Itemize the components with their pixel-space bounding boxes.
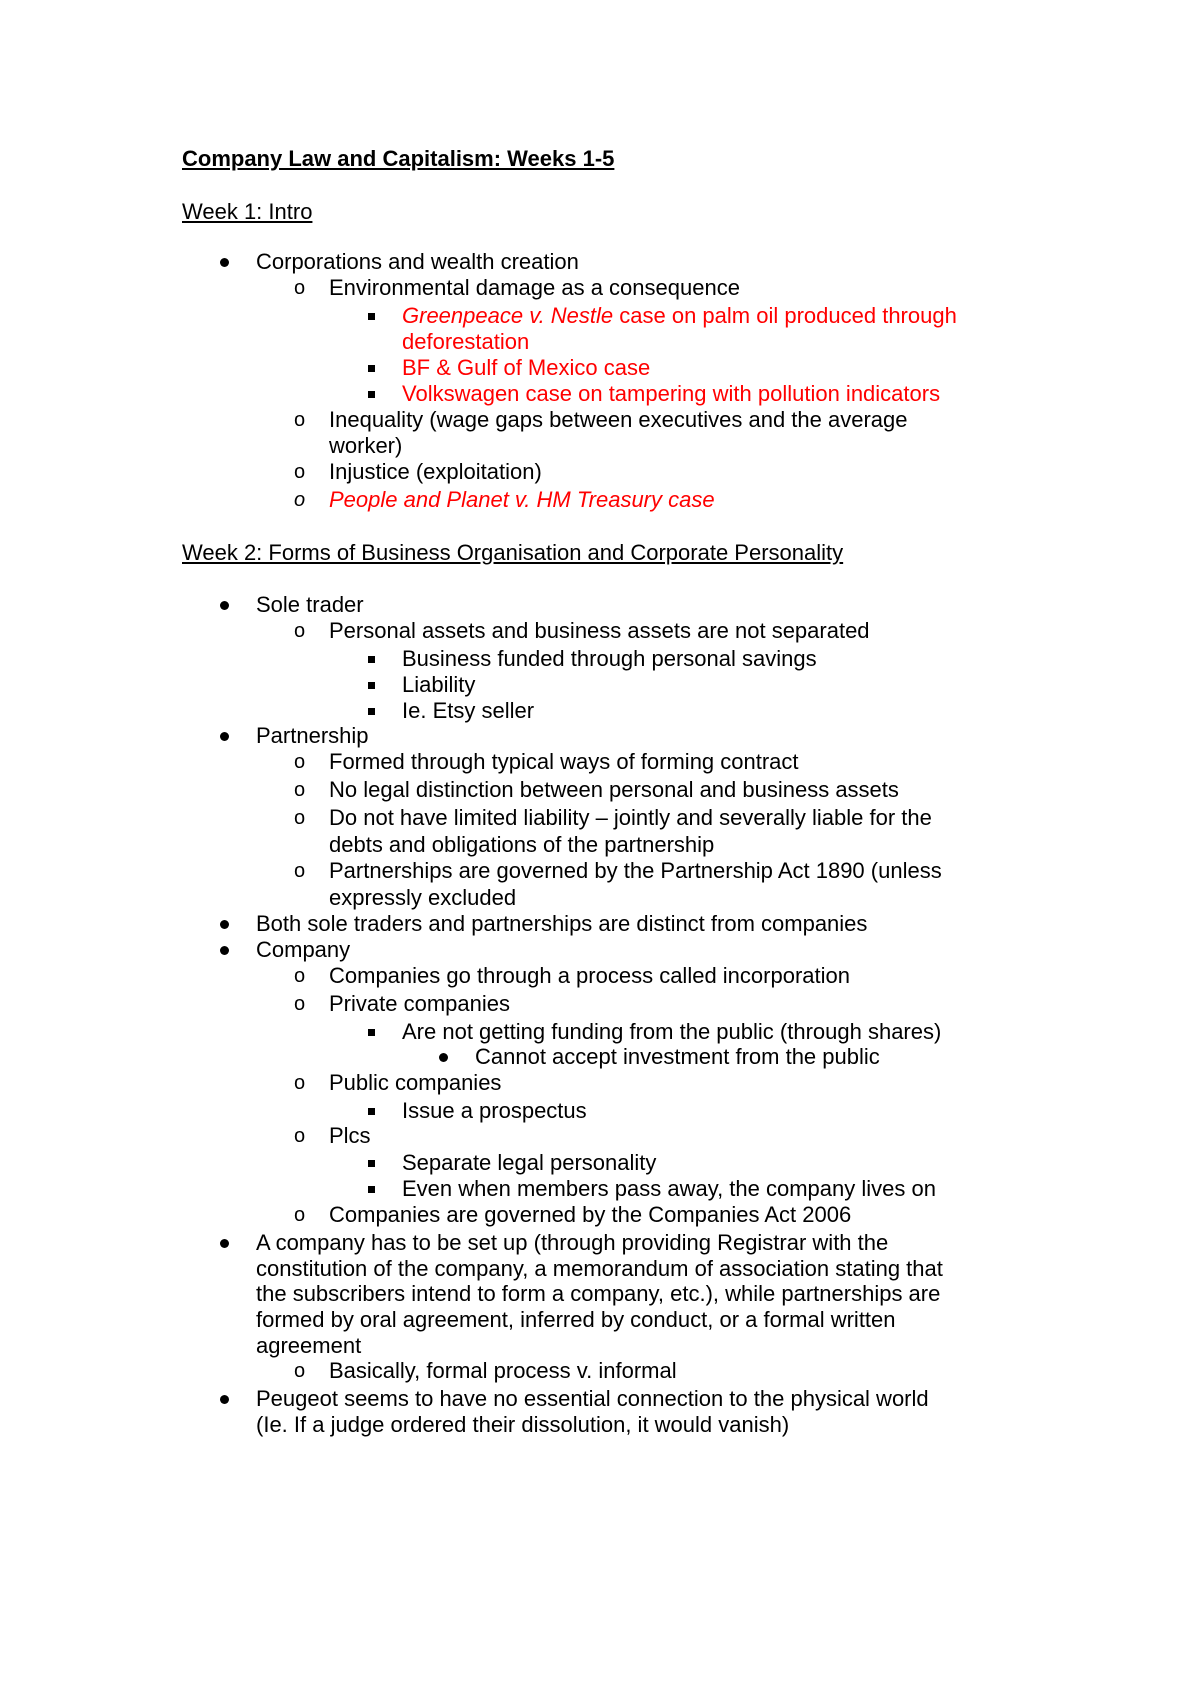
circle-bullet-icon: o <box>294 751 306 773</box>
list-item: o Formed through typical ways of forming contract <box>294 749 799 774</box>
circle-bullet-icon: o <box>294 489 306 511</box>
bullet-icon <box>439 1053 448 1062</box>
list-item: Corporations and wealth creation <box>256 248 579 276</box>
list-item: Peugeot seems to have no essential connection to the physical world <box>256 1385 929 1413</box>
list-item-continuation: debts and obligations of the partnership <box>329 832 715 857</box>
bullet-icon <box>220 732 229 741</box>
list-item: Are not getting funding from the public (through shares) <box>402 1018 941 1046</box>
list-item: o Plcs <box>294 1123 371 1148</box>
circle-bullet-icon: o <box>294 277 306 299</box>
circle-bullet-icon: o <box>294 807 306 829</box>
list-item: Volkswagen case on tampering with pollution indicators <box>402 380 940 408</box>
circle-bullet-icon: o <box>294 1360 306 1382</box>
list-item: o Basically, formal process v. informal <box>294 1358 677 1383</box>
bullet-icon <box>220 258 229 267</box>
circle-bullet-icon: o <box>294 965 306 987</box>
list-item-continuation: (Ie. If a judge ordered their dissolution, it would vanish) <box>256 1412 790 1437</box>
section-heading-week-1: Week 1: Intro <box>182 199 313 224</box>
list-item: Liability <box>402 671 475 699</box>
list-item-continuation: expressly excluded <box>329 885 517 910</box>
circle-bullet-icon: o <box>294 1072 306 1094</box>
bullet-icon <box>220 946 229 955</box>
list-item: o Do not have limited liability – jointly and severally liable for the <box>294 805 932 830</box>
circle-bullet-icon: o <box>294 860 306 882</box>
list-item: Separate legal personality <box>402 1149 656 1177</box>
list-item: o Private companies <box>294 991 510 1016</box>
list-item: o Companies are governed by the Companies Act 2006 <box>294 1202 852 1227</box>
list-item-continuation: worker) <box>329 433 403 458</box>
square-bullet-icon <box>368 1186 375 1193</box>
document-title: Company Law and Capitalism: Weeks 1-5 <box>182 146 615 171</box>
list-item: o Companies go through a process called incorporation <box>294 963 850 988</box>
square-bullet-icon <box>368 656 375 663</box>
list-item: o Personal assets and business assets are not separated <box>294 618 870 643</box>
square-bullet-icon <box>368 1029 375 1036</box>
list-item: Ie. Etsy seller <box>402 697 534 725</box>
circle-bullet-icon: o <box>294 779 306 801</box>
circle-bullet-icon: o <box>294 461 306 483</box>
bullet-icon <box>220 601 229 610</box>
square-bullet-icon <box>368 708 375 715</box>
bullet-icon <box>220 1239 229 1248</box>
list-item: Cannot accept investment from the public <box>475 1043 880 1071</box>
circle-bullet-icon: o <box>294 993 306 1015</box>
square-bullet-icon <box>368 1160 375 1167</box>
square-bullet-icon <box>368 682 375 689</box>
list-item: Business funded through personal savings <box>402 645 817 673</box>
list-item-continuation: agreement <box>256 1333 362 1358</box>
circle-bullet-icon: o <box>294 1204 306 1226</box>
bullet-icon <box>220 920 229 929</box>
circle-bullet-icon: o <box>294 620 306 642</box>
list-item-continuation: deforestation <box>402 329 530 354</box>
list-item: Issue a prospectus <box>402 1097 587 1125</box>
square-bullet-icon <box>368 365 375 372</box>
square-bullet-icon <box>368 313 375 320</box>
list-item: Partnership <box>256 722 369 750</box>
list-item: Sole trader <box>256 591 364 619</box>
list-item-continuation: constitution of the company, a memorandum of association stating that <box>256 1256 943 1281</box>
list-item: Even when members pass away, the company lives on <box>402 1175 936 1203</box>
section-heading-week-2: Week 2: Forms of Business Organisation and Corporate Personality <box>182 540 844 565</box>
square-bullet-icon <box>368 391 375 398</box>
list-item: o People and Planet v. HM Treasury case <box>294 487 715 512</box>
list-item: o Inequality (wage gaps between executives and the average <box>294 407 908 432</box>
list-item-continuation: formed by oral agreement, inferred by conduct, or a formal written <box>256 1307 896 1332</box>
list-item: Greenpeace v. Nestle case on palm oil produced through <box>402 302 957 330</box>
list-item: BF & Gulf of Mexico case <box>402 354 650 382</box>
square-bullet-icon <box>368 1108 375 1115</box>
circle-bullet-icon: o <box>294 1125 306 1147</box>
list-item: o Partnerships are governed by the Partnership Act 1890 (unless <box>294 858 942 883</box>
list-item: o Public companies <box>294 1070 502 1095</box>
list-item: Company <box>256 936 350 964</box>
list-item: o Environmental damage as a consequence <box>294 275 740 300</box>
list-item: o Injustice (exploitation) <box>294 459 542 484</box>
bullet-icon <box>220 1395 229 1404</box>
list-item-continuation: the subscribers intend to form a company, etc.), while partnerships are <box>256 1281 941 1306</box>
list-item: Both sole traders and partnerships are distinct from companies <box>256 910 867 938</box>
list-item: A company has to be set up (through providing Registrar with the <box>256 1229 888 1257</box>
circle-bullet-icon: o <box>294 409 306 431</box>
list-item: o No legal distinction between personal and business assets <box>294 777 899 802</box>
